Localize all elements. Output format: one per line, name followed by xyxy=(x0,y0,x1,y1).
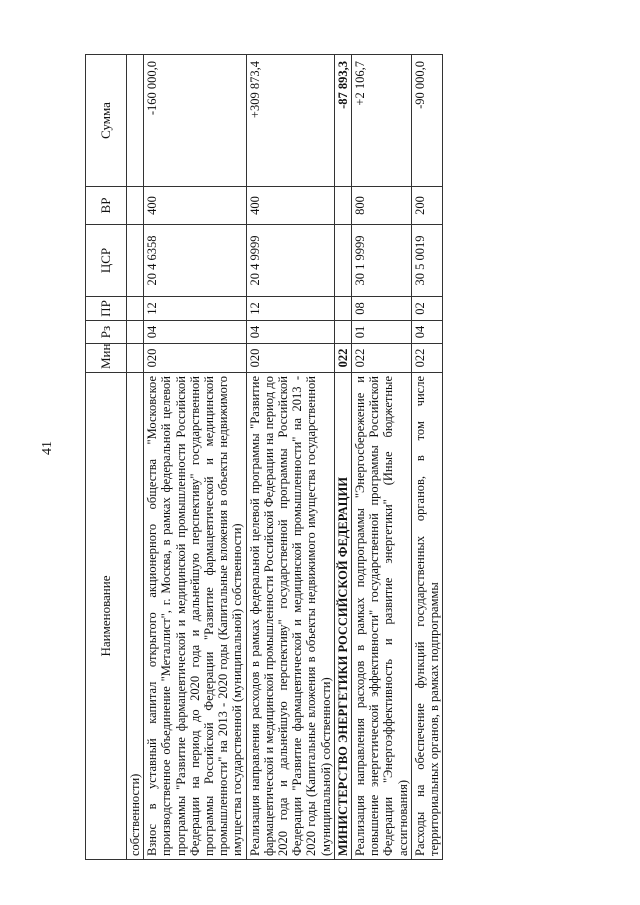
row-csr xyxy=(127,225,144,297)
header-name: Наименование xyxy=(86,373,127,860)
row-vr xyxy=(127,187,144,225)
header-sum: Сумма xyxy=(86,55,127,187)
row-name: Реализация направления расходов в рамках подпрограммы "Энергосбережение и повышение энергетической эффективности" государственной программы Российской Федерации "Энергоэффективность и развитие энергетики" (Иные бюджетные ассигнования) xyxy=(352,373,412,860)
row-min: 022 xyxy=(411,344,442,373)
budget-table-sheet xyxy=(85,55,607,860)
row-csr xyxy=(334,225,351,297)
table-row xyxy=(127,55,144,860)
header-min: Мин xyxy=(86,344,127,373)
row-vr: 400 xyxy=(246,187,334,225)
row-name: Реализация направления расходов в рамках федеральной целевой программы "Развитие фармацевтической и медицинской промышленности Российской Федерации на период до 2020 года и дальнейшую перспективу" государственной программы Российской Федерации "Развитие фармацевтической и медицинской промышленности" на 2013 - 2020 годы (Капитальные вложения в объекты недвижимого имущества государственной (муниципальной) собственности) xyxy=(246,373,334,860)
row-rz: 01 xyxy=(352,321,412,344)
row-min: 022 xyxy=(334,344,351,373)
header-csr: ЦСР xyxy=(86,225,127,297)
row-name: собственности) xyxy=(127,373,144,860)
row-rz: 04 xyxy=(144,321,246,344)
row-csr: 30 1 9999 xyxy=(352,225,412,297)
table-header-row xyxy=(86,55,127,860)
row-name: Взнос в уставный капитал открытого акционерного общества "Московское производственное объединение "Металлист", г. Москва, в рамках федеральной целевой программы "Развитие фармацевтической и медицинской промышленности Российской Федерации на период до 2020 года и дальнейшую перспективу" государственной программы Российской Федерации "Развитие фармацевтической и медицинской промышленности" на 2013 - 2020 годы (Капитальные вложения в объекты недвижимого имущества государственной (муниципальной) собственности) xyxy=(144,373,246,860)
row-rz: 04 xyxy=(411,321,442,344)
row-vr: 200 xyxy=(411,187,442,225)
row-sum xyxy=(127,55,144,187)
row-min: 022 xyxy=(352,344,412,373)
row-min: 020 xyxy=(144,344,246,373)
row-pr: 12 xyxy=(144,297,246,321)
row-csr: 30 5 0019 xyxy=(411,225,442,297)
row-pr xyxy=(127,297,144,321)
row-vr: 800 xyxy=(352,187,412,225)
row-pr: 08 xyxy=(352,297,412,321)
table-row xyxy=(352,55,412,860)
header-vr: ВР xyxy=(86,187,127,225)
page-number: 41 xyxy=(40,441,55,455)
budget-table xyxy=(85,54,443,860)
row-rz xyxy=(334,321,351,344)
row-vr: 400 xyxy=(144,187,246,225)
row-min xyxy=(127,344,144,373)
row-sum: -90 000,0 xyxy=(411,55,442,187)
table-row xyxy=(144,55,246,860)
row-rz xyxy=(127,321,144,344)
table-row-ministry xyxy=(334,55,351,860)
row-pr: 12 xyxy=(246,297,334,321)
header-rz: Рз xyxy=(86,321,127,344)
row-csr: 20 4 6358 xyxy=(144,225,246,297)
row-name: Расходы на обеспечение функций государственных органов, в том числе территориальных органов, в рамках подпрограммы xyxy=(411,373,442,860)
row-min: 020 xyxy=(246,344,334,373)
table-row xyxy=(411,55,442,860)
header-pr: ПР xyxy=(86,297,127,321)
row-pr xyxy=(334,297,351,321)
row-sum: +309 873,4 xyxy=(246,55,334,187)
row-rz: 04 xyxy=(246,321,334,344)
row-sum: +2 106,7 xyxy=(352,55,412,187)
row-sum: -160 000,0 xyxy=(144,55,246,187)
row-sum: -87 893,3 xyxy=(334,55,351,187)
ministry-name: МИНИСТЕРСТВО ЭНЕРГЕТИКИ РОССИЙСКОЙ ФЕДЕРАЦИИ xyxy=(334,373,351,860)
row-vr xyxy=(334,187,351,225)
table-row xyxy=(246,55,334,860)
row-pr: 02 xyxy=(411,297,442,321)
row-csr: 20 4 9999 xyxy=(246,225,334,297)
